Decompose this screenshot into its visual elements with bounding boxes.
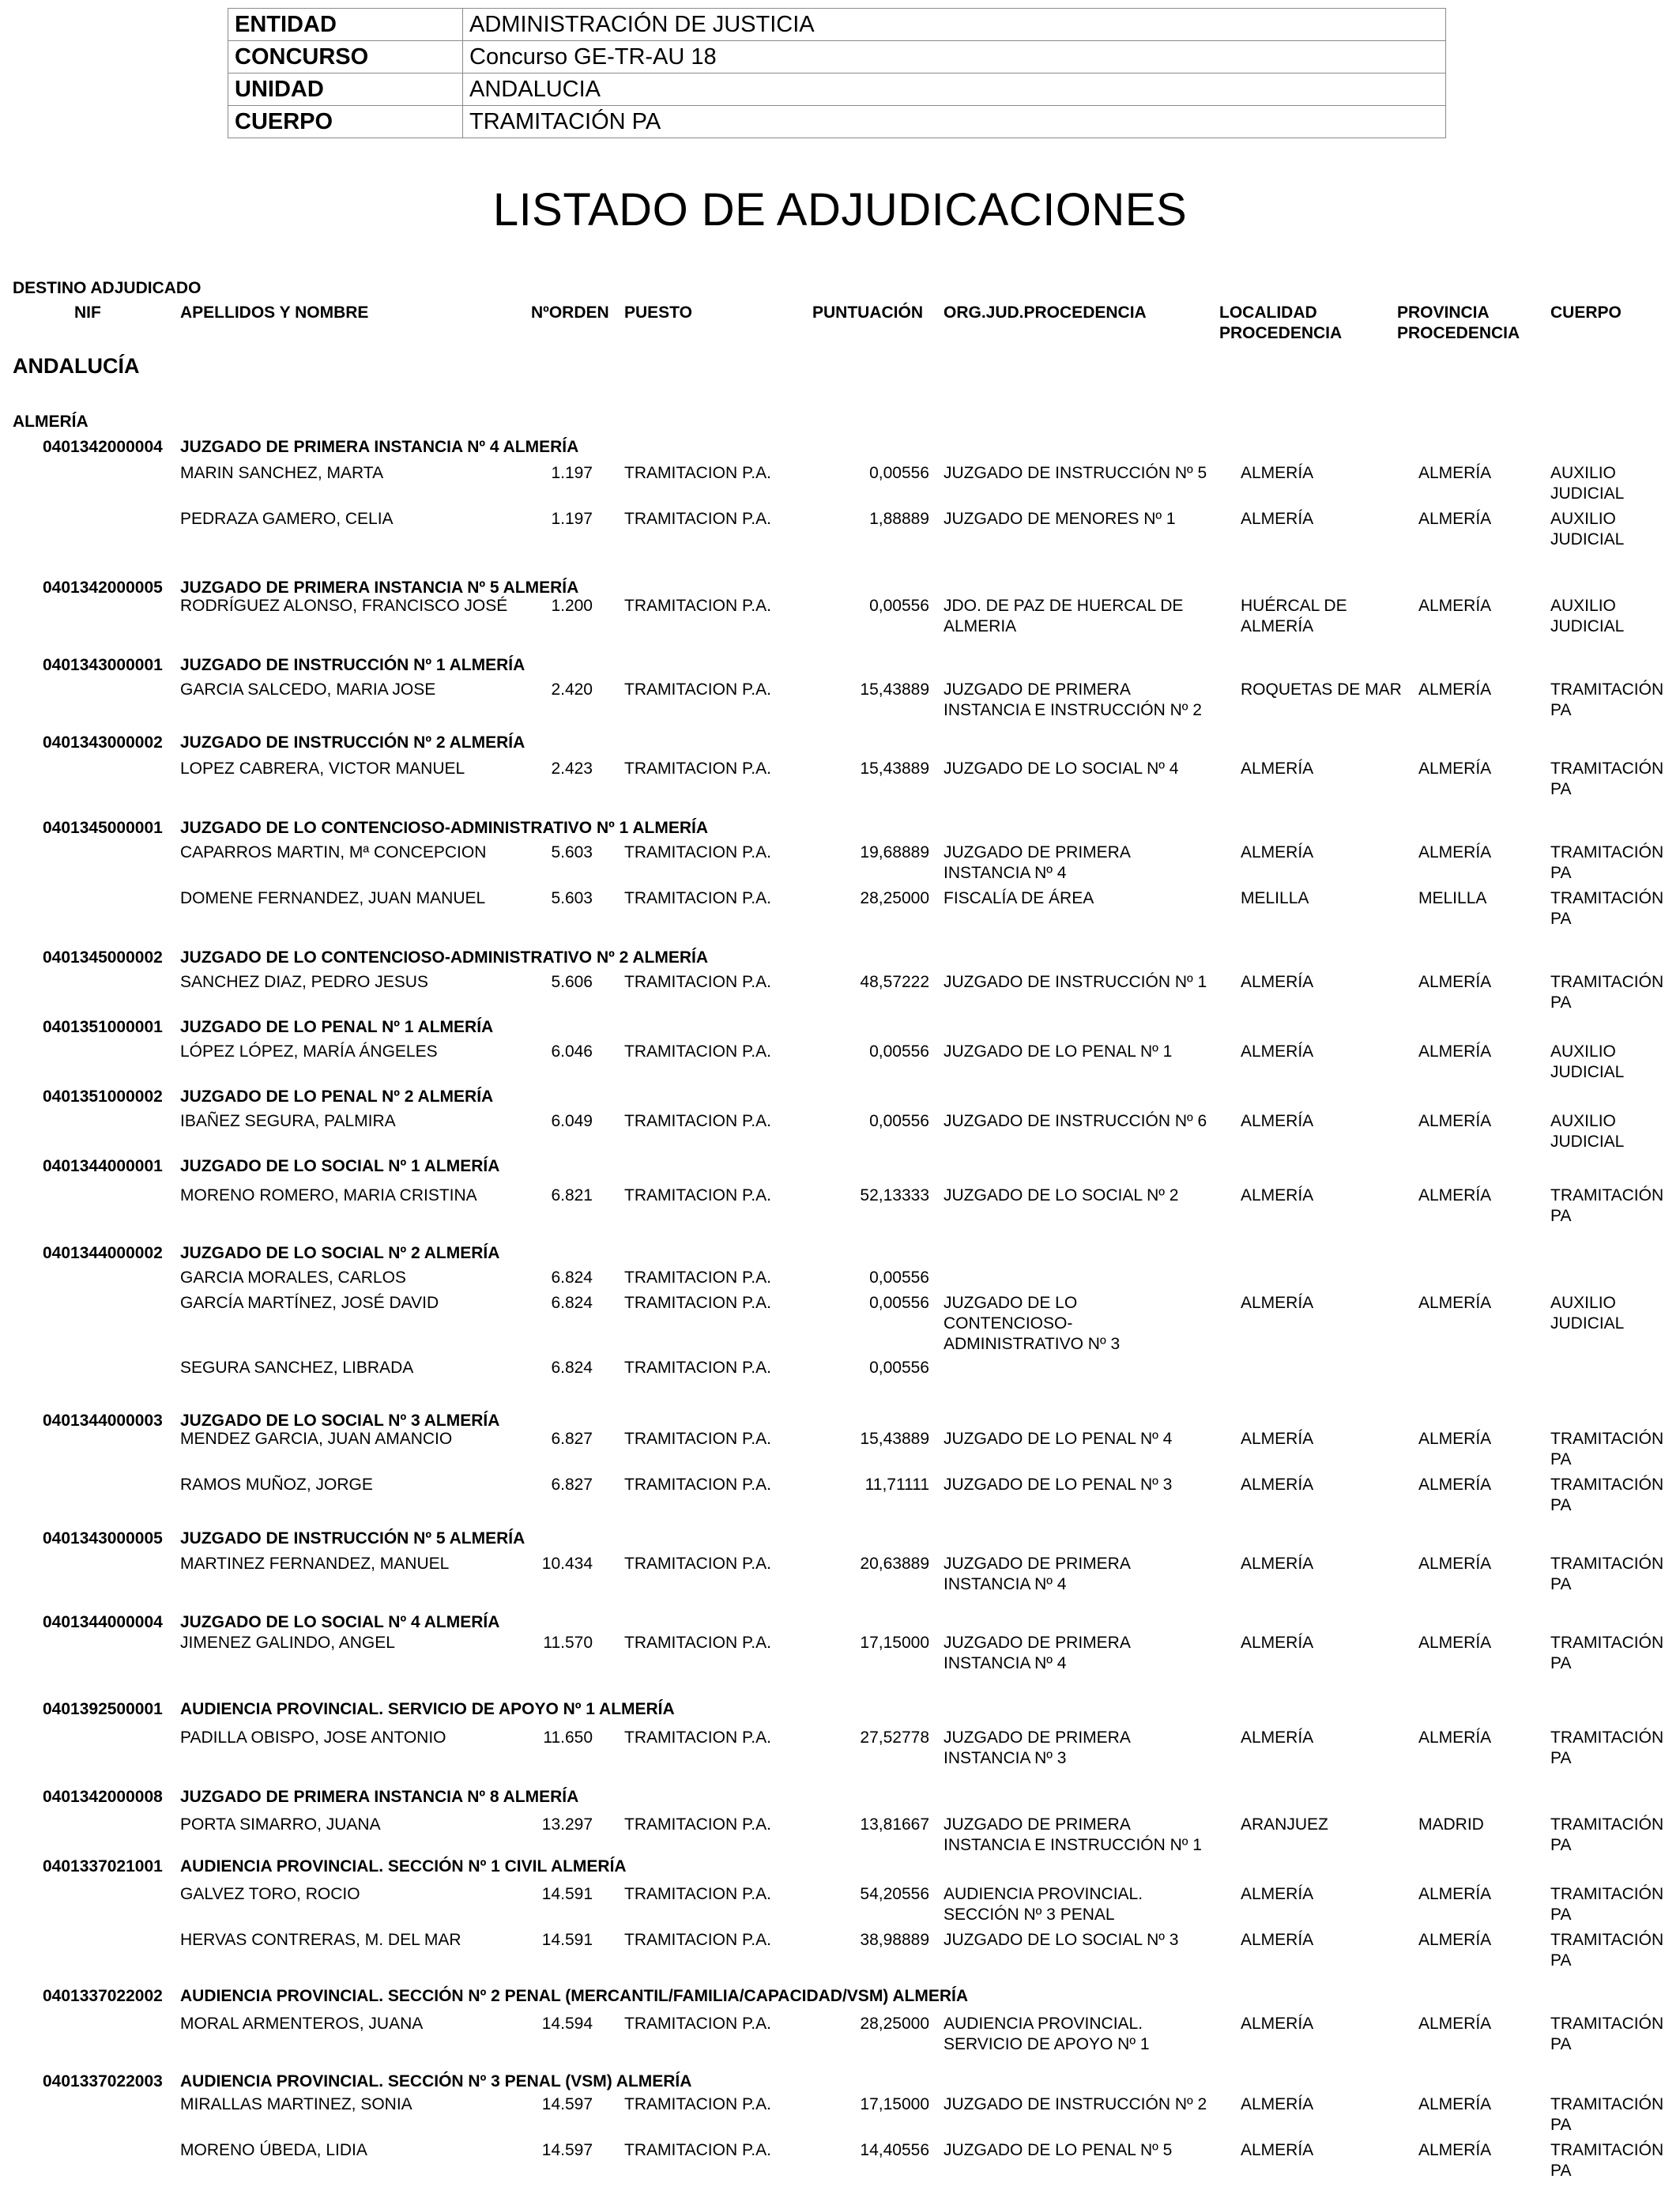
cell-procedencia: JUZGADO DE PRIMERA INSTANCIA Nº 4 <box>944 843 1131 882</box>
cell-localidad: ALMERÍA <box>1241 1294 1314 1312</box>
header-table <box>228 8 1446 138</box>
cell-provincia: ALMERÍA <box>1418 2015 1492 2033</box>
cell-puesto: TRAMITACION P.A. <box>624 1186 771 1204</box>
cell-puntuacion: 0,00556 <box>869 464 929 482</box>
cell-puntuacion: 17,15000 <box>860 2095 929 2113</box>
cell-puesto: TRAMITACION P.A. <box>624 1430 771 1448</box>
header-label: UNIDAD <box>228 74 463 106</box>
cell-puntuacion: 38,98889 <box>860 1931 929 1949</box>
cell-provincia: ALMERÍA <box>1418 760 1492 778</box>
header-value: ANDALUCIA <box>463 74 1446 106</box>
destino-code: 0401344000001 <box>43 1157 163 1175</box>
cell-cuerpo: TRAMITACIÓN PA <box>1550 680 1664 719</box>
header-value: Concurso GE-TR-AU 18 <box>463 41 1446 74</box>
destino-code: 0401343000001 <box>43 656 163 674</box>
cell-puntuacion: 52,13333 <box>860 1186 929 1204</box>
destino-name: JUZGADO DE LO PENAL Nº 2 ALMERÍA <box>180 1088 494 1106</box>
destino-name: AUDIENCIA PROVINCIAL. SECCIÓN Nº 2 PENAL (MERCANTIL/FAMILIA/CAPACIDAD/VSM) ALMERÍA <box>180 1987 969 2005</box>
cell-nombre: GARCIA MORALES, CARLOS <box>180 1269 406 1287</box>
cell-puntuacion: 13,81667 <box>860 1815 929 1834</box>
cell-puntuacion: 15,43889 <box>860 680 929 699</box>
col-header-orden: NºORDEN <box>531 303 609 322</box>
header-row-cuerpo <box>228 106 1446 138</box>
destino-name: JUZGADO DE PRIMERA INSTANCIA Nº 4 ALMERÍA <box>180 438 579 456</box>
cell-orden: 10.434 <box>541 1555 593 1573</box>
cell-puesto: TRAMITACION P.A. <box>624 464 771 482</box>
cell-puesto: TRAMITACION P.A. <box>624 1728 771 1747</box>
cell-orden: 6.827 <box>551 1430 593 1448</box>
cell-procedencia: JUZGADO DE PRIMERA INSTANCIA Nº 4 <box>944 1634 1131 1672</box>
cell-provincia: ALMERÍA <box>1418 1042 1492 1061</box>
cell-procedencia: JUZGADO DE MENORES Nº 1 <box>944 510 1176 528</box>
cell-cuerpo: TRAMITACIÓN PA <box>1550 1430 1664 1468</box>
cell-cuerpo: TRAMITACIÓN PA <box>1550 1186 1664 1225</box>
col-header-localidad: LOCALIDAD PROCEDENCIA <box>1219 303 1343 342</box>
cell-provincia: ALMERÍA <box>1418 973 1492 991</box>
header-value: TRAMITACIÓN PA <box>463 106 1446 138</box>
cell-puesto: TRAMITACION P.A. <box>624 597 771 615</box>
page-title: LISTADO DE ADJUDICACIONES <box>492 184 1188 236</box>
cell-provincia: ALMERÍA <box>1418 680 1492 699</box>
cell-provincia: MELILLA <box>1418 889 1487 907</box>
cell-puntuacion: 28,25000 <box>860 889 929 907</box>
cell-procedencia: JUZGADO DE INSTRUCCIÓN Nº 2 <box>944 2095 1207 2113</box>
cell-orden: 6.046 <box>551 1042 593 1061</box>
cell-nombre: MENDEZ GARCIA, JUAN AMANCIO <box>180 1430 453 1448</box>
cell-procedencia: JUZGADO DE PRIMERA INSTANCIA E INSTRUCCIÓN Nº 2 <box>944 680 1202 719</box>
cell-orden: 5.603 <box>551 843 593 861</box>
destino-code: 0401342000008 <box>43 1788 163 1806</box>
cell-localidad: ALMERÍA <box>1241 2095 1314 2113</box>
cell-nombre: MORENO ÚBEDA, LIDIA <box>180 2141 367 2159</box>
destino-name: JUZGADO DE LO CONTENCIOSO-ADMINISTRATIVO Nº 1 ALMERÍA <box>180 819 709 837</box>
cell-provincia: ALMERÍA <box>1418 1931 1492 1949</box>
cell-provincia: ALMERÍA <box>1418 1555 1492 1573</box>
destino-code: 0401344000004 <box>43 1613 163 1631</box>
cell-provincia: ALMERÍA <box>1418 1728 1492 1747</box>
destino-name: JUZGADO DE INSTRUCCIÓN Nº 5 ALMERÍA <box>180 1529 525 1547</box>
cell-localidad: ALMERÍA <box>1241 1634 1314 1652</box>
cell-puesto: TRAMITACION P.A. <box>624 973 771 991</box>
col-header-nombre: APELLIDOS Y NOMBRE <box>180 303 369 322</box>
destino-code: 0401337022003 <box>43 2072 163 2090</box>
cell-cuerpo: AUXILIO JUDICIAL <box>1550 1112 1625 1151</box>
cell-puesto: TRAMITACION P.A. <box>624 1476 771 1494</box>
destino-name: JUZGADO DE LO PENAL Nº 1 ALMERÍA <box>180 1018 494 1036</box>
cell-puesto: TRAMITACION P.A. <box>624 1294 771 1312</box>
cell-orden: 5.603 <box>551 889 593 907</box>
cell-puntuacion: 14,40556 <box>860 2141 929 2159</box>
cell-nombre: DOMENE FERNANDEZ, JUAN MANUEL <box>180 889 486 907</box>
cell-localidad: ALMERÍA <box>1241 1112 1314 1130</box>
cell-localidad: ALMERÍA <box>1241 1430 1314 1448</box>
destino-name: AUDIENCIA PROVINCIAL. SECCIÓN Nº 3 PENAL (VSM) ALMERÍA <box>180 2072 692 2090</box>
cell-localidad: ALMERÍA <box>1241 1555 1314 1573</box>
cell-nombre: PADILLA OBISPO, JOSE ANTONIO <box>180 1728 446 1747</box>
cell-puesto: TRAMITACION P.A. <box>624 2015 771 2033</box>
cell-puesto: TRAMITACION P.A. <box>624 510 771 528</box>
cell-localidad: HUÉRCAL DE ALMERÍA <box>1241 597 1347 635</box>
cell-cuerpo: TRAMITACIÓN PA <box>1550 2095 1664 2134</box>
destino-code: 0401342000004 <box>43 438 163 456</box>
cell-cuerpo: AUXILIO JUDICIAL <box>1550 510 1625 548</box>
cell-localidad: ALMERÍA <box>1241 464 1314 482</box>
cell-provincia: ALMERÍA <box>1418 2095 1492 2113</box>
cell-orden: 1.197 <box>551 464 593 482</box>
cell-puesto: TRAMITACION P.A. <box>624 843 771 861</box>
cell-localidad: ALMERÍA <box>1241 1186 1314 1204</box>
cell-procedencia: JUZGADO DE LO CONTENCIOSO- ADMINISTRATIVO Nº 3 <box>944 1294 1121 1353</box>
destino-code: 0401337022002 <box>43 1987 163 2005</box>
cell-procedencia: AUDIENCIA PROVINCIAL. SECCIÓN Nº 3 PENAL <box>944 1885 1143 1924</box>
cell-nombre: RODRÍGUEZ ALONSO, FRANCISCO JOSÉ <box>180 597 508 615</box>
cell-orden: 6.824 <box>551 1359 593 1377</box>
cell-procedencia: JUZGADO DE LO SOCIAL Nº 2 <box>944 1186 1179 1204</box>
region-heading: ANDALUCÍA <box>13 354 140 378</box>
cell-provincia: ALMERÍA <box>1418 2141 1492 2159</box>
cell-procedencia: JUZGADO DE INSTRUCCIÓN Nº 5 <box>944 464 1207 482</box>
cell-provincia: ALMERÍA <box>1418 1294 1492 1312</box>
cell-puntuacion: 0,00556 <box>869 1359 929 1377</box>
cell-puntuacion: 15,43889 <box>860 1430 929 1448</box>
cell-cuerpo: TRAMITACIÓN PA <box>1550 889 1664 928</box>
cell-localidad: ALMERÍA <box>1241 2141 1314 2159</box>
cell-localidad: ALMERÍA <box>1241 1931 1314 1949</box>
cell-procedencia: JUZGADO DE LO SOCIAL Nº 4 <box>944 760 1179 778</box>
cell-orden: 13.297 <box>541 1815 593 1834</box>
destino-name: JUZGADO DE INSTRUCCIÓN Nº 1 ALMERÍA <box>180 656 525 674</box>
col-header-procedencia: ORG.JUD.PROCEDENCIA <box>944 303 1147 322</box>
cell-orden: 1.197 <box>551 510 593 528</box>
cell-nombre: GARCIA SALCEDO, MARIA JOSE <box>180 680 436 699</box>
cell-puntuacion: 27,52778 <box>860 1728 929 1747</box>
cell-puesto: TRAMITACION P.A. <box>624 1815 771 1834</box>
cell-provincia: ALMERÍA <box>1418 843 1492 861</box>
cell-localidad: ALMERÍA <box>1241 973 1314 991</box>
cell-nombre: GALVEZ TORO, ROCIO <box>180 1885 360 1903</box>
cell-orden: 6.824 <box>551 1269 593 1287</box>
cell-puesto: TRAMITACION P.A. <box>624 1931 771 1949</box>
cell-localidad: ALMERÍA <box>1241 1042 1314 1061</box>
cell-nombre: RAMOS MUÑOZ, JORGE <box>180 1476 373 1494</box>
cell-puntuacion: 17,15000 <box>860 1634 929 1652</box>
cell-procedencia: JUZGADO DE INSTRUCCIÓN Nº 6 <box>944 1112 1207 1130</box>
cell-procedencia: FISCALÍA DE ÁREA <box>944 889 1094 907</box>
cell-provincia: ALMERÍA <box>1418 1885 1492 1903</box>
cell-puntuacion: 20,63889 <box>860 1555 929 1573</box>
cell-localidad: ROQUETAS DE MAR <box>1241 680 1402 699</box>
destino-name: JUZGADO DE LO SOCIAL Nº 2 ALMERÍA <box>180 1244 500 1262</box>
header-row-unidad <box>228 74 1446 106</box>
destino-name: AUDIENCIA PROVINCIAL. SECCIÓN Nº 1 CIVIL ALMERÍA <box>180 1857 627 1875</box>
cell-provincia: ALMERÍA <box>1418 1634 1492 1652</box>
destino-code: 0401345000002 <box>43 948 163 967</box>
cell-puesto: TRAMITACION P.A. <box>624 1885 771 1903</box>
cell-localidad: ALMERÍA <box>1241 760 1314 778</box>
cell-nombre: MORENO ROMERO, MARIA CRISTINA <box>180 1186 477 1204</box>
cell-puntuacion: 11,71111 <box>864 1476 929 1494</box>
cell-orden: 6.824 <box>551 1294 593 1312</box>
cell-orden: 11.650 <box>543 1728 593 1747</box>
col-header-puesto: PUESTO <box>624 303 692 322</box>
destino-code: 0401345000001 <box>43 819 163 837</box>
cell-cuerpo: TRAMITACIÓN PA <box>1550 1555 1664 1593</box>
destino-name: JUZGADO DE LO SOCIAL Nº 1 ALMERÍA <box>180 1157 500 1175</box>
cell-puesto: TRAMITACION P.A. <box>624 2095 771 2113</box>
cell-localidad: MELILLA <box>1241 889 1309 907</box>
cell-provincia: ALMERÍA <box>1418 510 1492 528</box>
cell-cuerpo: AUXILIO JUDICIAL <box>1550 464 1625 503</box>
header-row-entidad <box>228 9 1446 41</box>
cell-procedencia: JUZGADO DE LO SOCIAL Nº 3 <box>944 1931 1179 1949</box>
cell-nombre: MARIN SANCHEZ, MARTA <box>180 464 384 482</box>
destino-name: JUZGADO DE LO CONTENCIOSO-ADMINISTRATIVO Nº 2 ALMERÍA <box>180 948 709 967</box>
cell-orden: 2.423 <box>551 760 593 778</box>
cell-puntuacion: 0,00556 <box>869 1112 929 1130</box>
cell-procedencia: JUZGADO DE PRIMERA INSTANCIA E INSTRUCCIÓN Nº 1 <box>944 1815 1202 1854</box>
cell-puntuacion: 0,00556 <box>869 1042 929 1061</box>
destino-code: 0401351000002 <box>43 1088 163 1106</box>
cell-provincia: ALMERÍA <box>1418 1476 1492 1494</box>
cell-puntuacion: 48,57222 <box>860 973 929 991</box>
destino-name: JUZGADO DE PRIMERA INSTANCIA Nº 8 ALMERÍA <box>180 1788 579 1806</box>
cell-puesto: TRAMITACION P.A. <box>624 1269 771 1287</box>
cell-puntuacion: 0,00556 <box>869 597 929 615</box>
cell-puesto: TRAMITACION P.A. <box>624 1555 771 1573</box>
cell-puntuacion: 19,68889 <box>860 843 929 861</box>
cell-nombre: MORAL ARMENTEROS, JUANA <box>180 2015 424 2033</box>
col-header-puntuacion: PUNTUACIÓN <box>812 303 923 322</box>
cell-cuerpo: TRAMITACIÓN PA <box>1550 1815 1664 1854</box>
cell-puntuacion: 15,43889 <box>860 760 929 778</box>
cell-orden: 14.597 <box>541 2095 593 2113</box>
cell-nombre: HERVAS CONTRERAS, M. DEL MAR <box>180 1931 461 1949</box>
header-label: ENTIDAD <box>228 9 463 41</box>
destino-code: 0401343000005 <box>43 1529 163 1547</box>
cell-puntuacion: 28,25000 <box>860 2015 929 2033</box>
header-row-concurso <box>228 41 1446 74</box>
cell-orden: 5.606 <box>551 973 593 991</box>
header-label: CUERPO <box>228 106 463 138</box>
col-header-cuerpo: CUERPO <box>1550 303 1622 322</box>
cell-cuerpo: TRAMITACIÓN PA <box>1550 760 1664 798</box>
destino-name: JUZGADO DE PRIMERA INSTANCIA Nº 5 ALMERÍA <box>180 579 579 597</box>
cell-cuerpo: AUXILIO JUDICIAL <box>1550 1042 1625 1081</box>
destino-code: 0401343000002 <box>43 733 163 752</box>
cell-provincia: MADRID <box>1418 1815 1484 1834</box>
cell-nombre: CAPARROS MARTIN, Mª CONCEPCION <box>180 843 487 861</box>
cell-puesto: TRAMITACION P.A. <box>624 1634 771 1652</box>
cell-localidad: ARANJUEZ <box>1241 1815 1328 1834</box>
cell-orden: 14.591 <box>541 1885 593 1903</box>
destino-code: 0401392500001 <box>43 1700 163 1718</box>
cell-puesto: TRAMITACION P.A. <box>624 1359 771 1377</box>
cell-procedencia: AUDIENCIA PROVINCIAL. SERVICIO DE APOYO Nº 1 <box>944 2015 1150 2053</box>
destino-name: JUZGADO DE LO SOCIAL Nº 3 ALMERÍA <box>180 1412 500 1430</box>
cell-localidad: ALMERÍA <box>1241 1885 1314 1903</box>
cell-localidad: ALMERÍA <box>1241 843 1314 861</box>
cell-procedencia: JUZGADO DE LO PENAL Nº 4 <box>944 1430 1173 1448</box>
cell-procedencia: JUZGADO DE PRIMERA INSTANCIA Nº 3 <box>944 1728 1131 1767</box>
cell-cuerpo: TRAMITACIÓN PA <box>1550 2141 1664 2180</box>
destino-name: JUZGADO DE LO SOCIAL Nº 4 ALMERÍA <box>180 1613 500 1631</box>
cell-provincia: ALMERÍA <box>1418 1186 1492 1204</box>
cell-puntuacion: 1,88889 <box>869 510 929 528</box>
cell-procedencia: JUZGADO DE PRIMERA INSTANCIA Nº 4 <box>944 1555 1131 1593</box>
cell-orden: 6.827 <box>551 1476 593 1494</box>
cell-puntuacion: 54,20556 <box>860 1885 929 1903</box>
cell-localidad: ALMERÍA <box>1241 1476 1314 1494</box>
cell-nombre: MIRALLAS MARTINEZ, SONIA <box>180 2095 412 2113</box>
cell-puntuacion: 0,00556 <box>869 1294 929 1312</box>
header-value: ADMINISTRACIÓN DE JUSTICIA <box>463 9 1446 41</box>
cell-cuerpo: TRAMITACIÓN PA <box>1550 1728 1664 1767</box>
cell-procedencia: JUZGADO DE LO PENAL Nº 1 <box>944 1042 1173 1061</box>
cell-nombre: IBAÑEZ SEGURA, PALMIRA <box>180 1112 396 1130</box>
cell-procedencia: JUZGADO DE LO PENAL Nº 3 <box>944 1476 1173 1494</box>
cell-nombre: LÓPEZ LÓPEZ, MARÍA ÁNGELES <box>180 1042 438 1061</box>
cell-cuerpo: TRAMITACIÓN PA <box>1550 843 1664 882</box>
destino-name: AUDIENCIA PROVINCIAL. SERVICIO DE APOYO Nº 1 ALMERÍA <box>180 1700 675 1718</box>
cell-provincia: ALMERÍA <box>1418 1430 1492 1448</box>
province-heading: ALMERÍA <box>13 413 89 431</box>
destino-code: 0401351000001 <box>43 1018 163 1036</box>
cell-provincia: ALMERÍA <box>1418 464 1492 482</box>
cell-nombre: MARTINEZ FERNANDEZ, MANUEL <box>180 1555 450 1573</box>
cell-orden: 6.821 <box>551 1186 593 1204</box>
cell-orden: 14.591 <box>541 1931 593 1949</box>
cell-procedencia: JDO. DE PAZ DE HUERCAL DE ALMERIA <box>944 597 1184 635</box>
cell-provincia: ALMERÍA <box>1418 597 1492 615</box>
col-header-provincia: PROVINCIA PROCEDENCIA <box>1397 303 1520 342</box>
destino-code: 0401344000002 <box>43 1244 163 1262</box>
cell-cuerpo: TRAMITACIÓN PA <box>1550 2015 1664 2053</box>
cell-puesto: TRAMITACION P.A. <box>624 889 771 907</box>
destino-code: 0401344000003 <box>43 1412 163 1430</box>
cell-orden: 6.049 <box>551 1112 593 1130</box>
cell-nombre: SANCHEZ DIAZ, PEDRO JESUS <box>180 973 428 991</box>
cell-cuerpo: TRAMITACIÓN PA <box>1550 1634 1664 1672</box>
cell-orden: 14.597 <box>541 2141 593 2159</box>
cell-nombre: JIMENEZ GALINDO, ANGEL <box>180 1634 395 1652</box>
cell-orden: 2.420 <box>551 680 593 699</box>
destino-code: 0401337021001 <box>43 1857 163 1875</box>
cell-nombre: PORTA SIMARRO, JUANA <box>180 1815 381 1834</box>
cell-localidad: ALMERÍA <box>1241 2015 1314 2033</box>
cell-nombre: PEDRAZA GAMERO, CELIA <box>180 510 394 528</box>
cell-localidad: ALMERÍA <box>1241 1728 1314 1747</box>
col-header-destino: DESTINO ADJUDICADO <box>13 279 202 297</box>
col-header-nif: NIF <box>74 303 101 322</box>
cell-puesto: TRAMITACION P.A. <box>624 1112 771 1130</box>
cell-puesto: TRAMITACION P.A. <box>624 680 771 699</box>
cell-cuerpo: TRAMITACIÓN PA <box>1550 973 1664 1012</box>
header-label: CONCURSO <box>228 41 463 74</box>
cell-orden: 11.570 <box>543 1634 593 1652</box>
cell-puesto: TRAMITACION P.A. <box>624 760 771 778</box>
cell-puntuacion: 0,00556 <box>869 1269 929 1287</box>
cell-procedencia: JUZGADO DE LO PENAL Nº 5 <box>944 2141 1173 2159</box>
cell-orden: 1.200 <box>551 597 593 615</box>
cell-procedencia: JUZGADO DE INSTRUCCIÓN Nº 1 <box>944 973 1207 991</box>
cell-provincia: ALMERÍA <box>1418 1112 1492 1130</box>
cell-puesto: TRAMITACION P.A. <box>624 2141 771 2159</box>
cell-cuerpo: AUXILIO JUDICIAL <box>1550 1294 1625 1333</box>
cell-nombre: SEGURA SANCHEZ, LIBRADA <box>180 1359 414 1377</box>
cell-cuerpo: TRAMITACIÓN PA <box>1550 1885 1664 1924</box>
cell-orden: 14.594 <box>541 2015 593 2033</box>
cell-cuerpo: AUXILIO JUDICIAL <box>1550 597 1625 635</box>
cell-localidad: ALMERÍA <box>1241 510 1314 528</box>
cell-nombre: LOPEZ CABRERA, VICTOR MANUEL <box>180 760 465 778</box>
cell-cuerpo: TRAMITACIÓN PA <box>1550 1476 1664 1514</box>
cell-puesto: TRAMITACION P.A. <box>624 1042 771 1061</box>
destino-code: 0401342000005 <box>43 579 163 597</box>
cell-nombre: GARCÍA MARTÍNEZ, JOSÉ DAVID <box>180 1294 439 1312</box>
cell-cuerpo: TRAMITACIÓN PA <box>1550 1931 1664 1970</box>
destino-name: JUZGADO DE INSTRUCCIÓN Nº 2 ALMERÍA <box>180 733 525 752</box>
